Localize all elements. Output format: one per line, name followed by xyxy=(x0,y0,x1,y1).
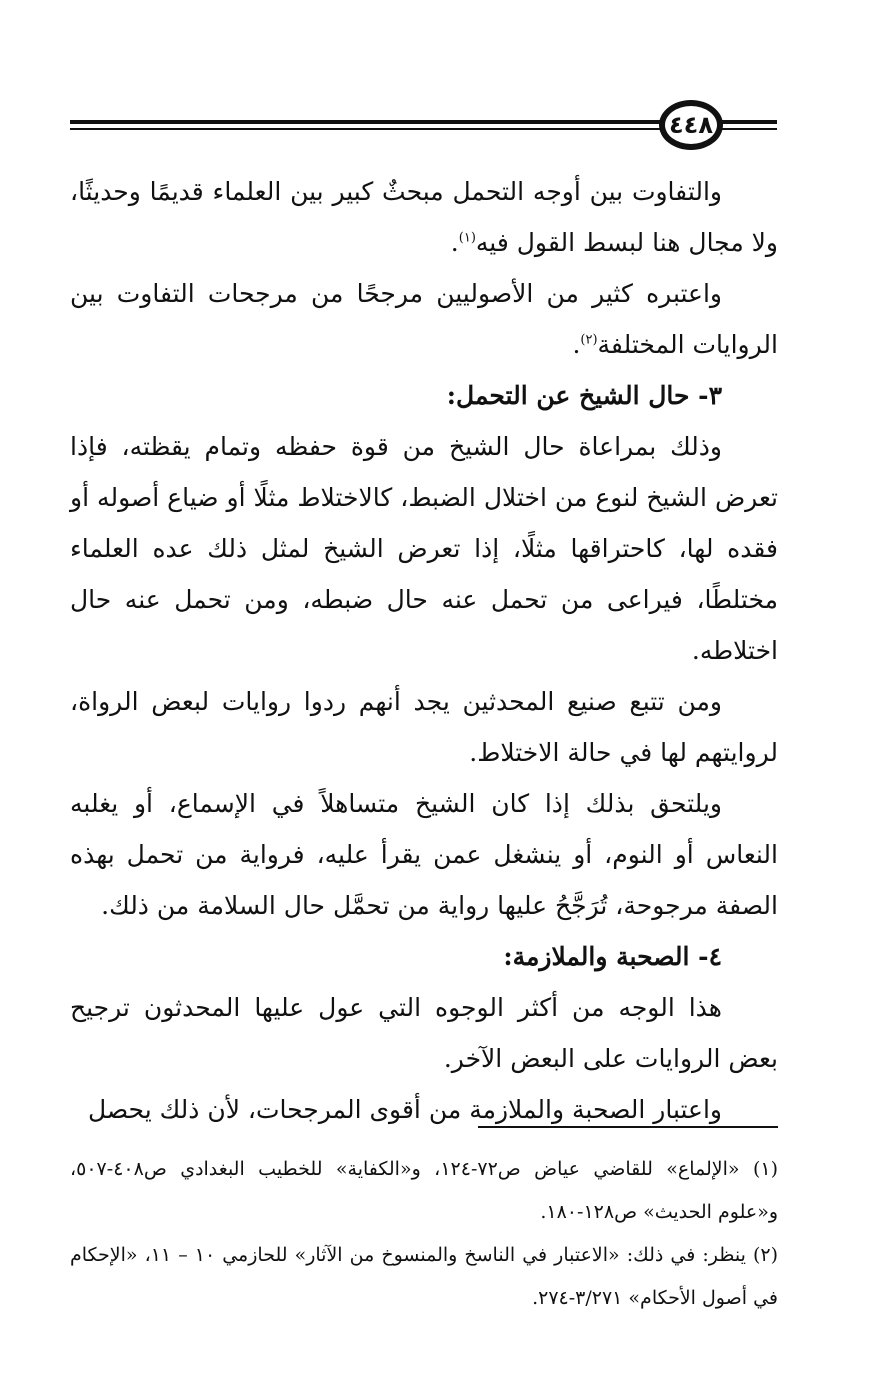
footnote-ref: (١) xyxy=(458,230,476,246)
footnote: (١) «الإلماع» للقاضي عياض ص٧٢-١٢٤، و«الكفاية» للخطيب البغدادي ص٤٠٨-٥٠٧، و«علوم الحديث» ص١٢٨-١٨٠. xyxy=(70,1158,778,1223)
paragraph: واعتبار الصحبة والملازمة من أقوى المرجحات، لأن ذلك يحصل xyxy=(87,1095,722,1124)
page-header xyxy=(70,96,777,156)
paragraph: والتفاوت بين أوجه التحمل مبحثٌ كبير بين العلماء قديمًا وحديثًا، ولا مجال هنا لبسط القول فيه$^{(١)}$. xyxy=(70,177,778,257)
paragraph: واعتبره كثير من الأصوليين مرجحًا من مرجحات التفاوت بين الروايات المختلفة$^{(٢)}$. xyxy=(70,279,778,359)
main-text xyxy=(70,166,778,1135)
footnote-separator xyxy=(478,1126,778,1128)
footnote: (٢) ينظر: في ذلك: «الاعتبار في الناسخ والمنسوخ من الآثار» للحازمي ١٠ – ١١، «الإحكام في أصول الأحكام» ٣/٢٧١-٢٧٤. xyxy=(70,1244,778,1309)
footnote-ref: (٢) xyxy=(580,332,598,348)
footnotes xyxy=(70,1148,778,1320)
header-rule-right-thin xyxy=(720,128,777,130)
paragraph: ومن تتبع صنيع المحدثين يجد أنهم ردوا روايات لبعض الرواة، لروايتهم لها في حالة الاختلاط. xyxy=(70,687,778,767)
paragraph: وذلك بمراعاة حال الشيخ من قوة حفظه وتمام يقظته، فإذا تعرض الشيخ لنوع من اختلال الضبط، كالاختلاط مثلًا أو ضياع أصوله أو فقده لها، كاحتراقها مثلًا، إذا تعرض الشيخ لمثل ذلك عده العلماء مختلطًا، فيراعى من تحمل عنه حال ضبطه، ومن تحمل عنه حال اختلاطه. xyxy=(70,432,778,665)
header-rule-left xyxy=(70,120,662,124)
header-rule-left-thin xyxy=(70,128,662,130)
paragraph: هذا الوجه من أكثر الوجوه التي عول عليها المحدثون ترجيح بعض الروايات على البعض الآخر. xyxy=(70,993,778,1073)
page-number: ٤٤٨ xyxy=(659,100,723,150)
header-rule-right xyxy=(720,120,777,124)
paragraph: ويلتحق بذلك إذا كان الشيخ متساهلاً في الإسماع، أو يغلبه النعاس أو النوم، أو ينشغل عمن يقرأ عليه، فرواية من تحمل بهذه الصفة مرجوحة، تُرَجَّحُ عليها رواية من تحمَّل حال السلامة من ذلك. xyxy=(70,789,778,920)
section-heading: ٣- حال الشيخ عن التحمل: xyxy=(446,381,722,410)
section-heading: ٤- الصحبة والملازمة: xyxy=(503,942,722,971)
